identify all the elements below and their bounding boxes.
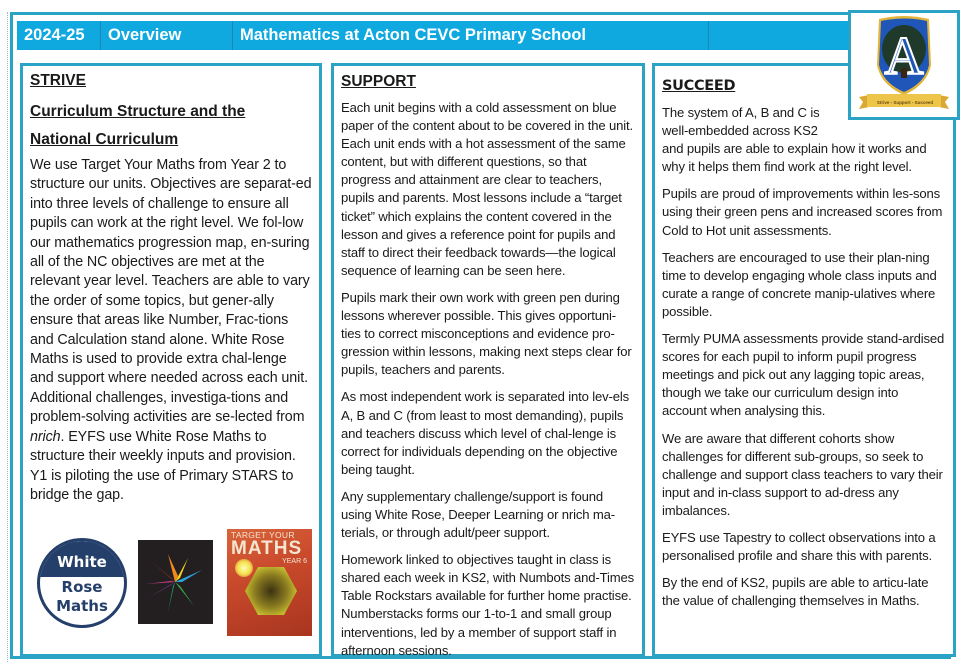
strive-subheading-line2: National Curriculum (30, 131, 179, 148)
support-paragraph: Pupils mark their own work with green pen during lessons wherever possible. This gives opportuni-ties to correct misconceptions and evidence pro-gression within lessons, making next steps clear for pupils, teachers and parents. (341, 289, 632, 378)
succeed-paragraph: By the end of KS2, pupils are able to articu-late the value of challenging themselves in Maths. (662, 575, 929, 609)
header-bar (17, 21, 945, 50)
succeed-intro-continued: and pupils are able to explain how it works and why it helps them find work at the right level. (662, 141, 927, 175)
support-paragraph: Any supplementary challenge/support is found using White Rose, Deeper Learning or nrich ma-terials, or through adult/peer support. (341, 488, 616, 541)
crest-motto: Strive - Support - Succeed (876, 100, 934, 105)
strive-subheading-line1: Curriculum Structure and the (30, 103, 246, 120)
succeed-paragraph: Teachers are encouraged to use their plan-ning time to develop engaging whole class inputs and curate a range of concrete manip-ulatives where possible. (662, 249, 937, 319)
white-rose-logo-line1: White (57, 553, 107, 571)
succeed-column (652, 63, 956, 657)
header-title: Mathematics at Acton CEVC Primary School (233, 21, 709, 50)
support-paragraph: Homework linked to objectives taught in class is shared each week in KS2, with Numbots and-Times Table Rockstars available for further home practise. Numberstacks forms our 1-to-1 and small group interventions, led by a member of support staff in afternoon sessions. (341, 552, 635, 658)
school-crest-box (848, 10, 960, 120)
tym-cover-glow (235, 559, 253, 577)
support-heading: SUPPORT (341, 73, 416, 90)
white-rose-logo-line2: Rose (61, 578, 103, 596)
tym-cover-hexagon (245, 567, 297, 615)
target-your-maths-book-cover (227, 529, 312, 636)
support-paragraph: Each unit begins with a cold assessment on blue paper of the content about to be covered in the unit. Each unit ends with a hot assessment of the same content, but with different questions, so that progress and attainment are clear to teachers, pupils and parents. Most lessons include a “target ticket” which explains the content covered in the lesson and gives a reference point for pupils and staff to direct their feedback towards—the logical sequence of learning can be seen here. (341, 100, 633, 278)
succeed-paragraph: We are aware that different cohorts show challenges for different sub-groups, so seek to challenge and support class teachers to vary their input and in-class support to ad-dress any imbalances. (662, 430, 943, 518)
resource-logos (33, 530, 313, 640)
succeed-intro-line: The system of A, B and C is well-embedded across KS2 (662, 105, 820, 139)
strive-heading: STRIVE (30, 72, 86, 89)
tym-cover-line2: MATHS (231, 538, 303, 559)
page-edge-guide (7, 12, 8, 662)
succeed-paragraph: Termly PUMA assessments provide stand-ardised scores for each pupil to inform pupil progress meetings and pick out any lagging topic areas, though we take our curriculum design into account when analysing this. (662, 331, 945, 419)
primary-stars-logo (138, 540, 213, 624)
support-column (331, 63, 645, 657)
header-section: Overview (101, 21, 233, 50)
white-rose-logo-line3: Maths (56, 597, 108, 615)
succeed-paragraph: EYFS use Tapestry to collect observations into a personalised profile and share this with parents. (662, 529, 936, 564)
support-paragraph: As most independent work is separated into lev-els A, B and C (from least to most demanding), pupils and teachers discuss which level of chal-lenge is correct for individuals depending on the objective being taught. (341, 389, 629, 477)
tym-cover-line1: TARGET YOUR (231, 530, 295, 540)
header-year: 2024-25 (17, 21, 101, 50)
strive-body-part1: We use Target Your Maths from Year 2 to structure our units. Objectives are separat-ed into three levels of challenge to ensure all pupils can work at the right level. We fol-low our mathematics progression map, en-suring all of the NC objectives are met at the relevant year level. Teachers are able to vary the order of some topics, but gener-ally ensure that areas like Number, Frac-tions and Calculation stand alone. White Rose Maths is used to provide extra chal-lenge and support where needed across each unit. Additional challenges, investiga-tions and problem-solving activities are se-lected from (30, 157, 312, 426)
strive-column (20, 63, 322, 657)
succeed-heading: SUCCEED (662, 78, 736, 94)
tym-cover-line3: YEAR 6 (282, 558, 307, 565)
succeed-paragraph: Pupils are proud of improvements within les-sons using their green pens and increased scores from Cold to Hot unit assessments. (662, 186, 943, 238)
crest-letter: A (884, 26, 924, 86)
white-rose-maths-logo (37, 538, 127, 628)
multicolour-star-icon (138, 540, 213, 624)
strive-body-part2: . EYFS use White Rose Maths to structure their weekly inputs and provision. Y1 is piloting the use of Primary STARS to bridge the gap. (30, 428, 296, 503)
strive-body (30, 156, 312, 505)
strive-body-nrich: nrich (30, 428, 61, 445)
